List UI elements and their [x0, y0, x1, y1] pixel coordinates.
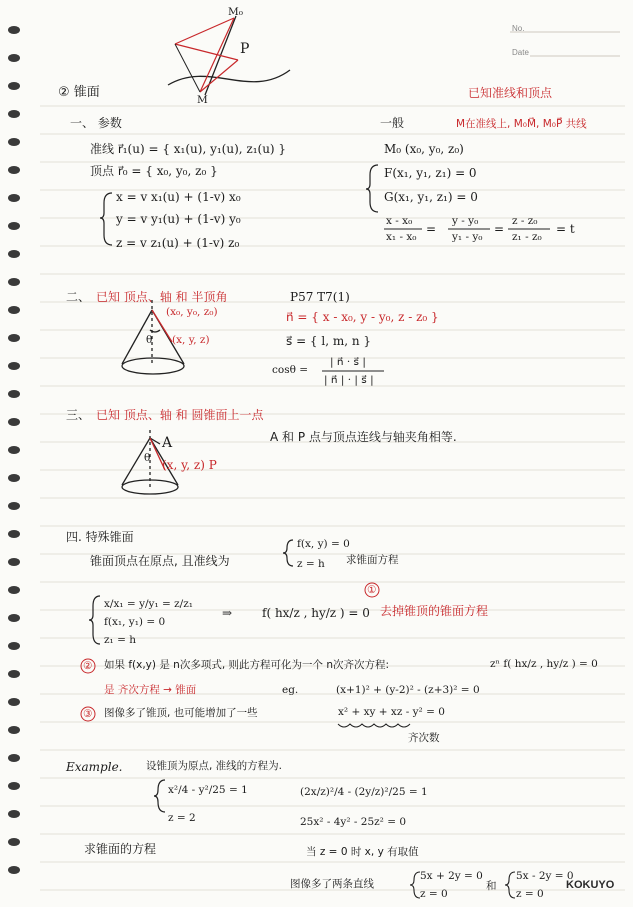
cone2-theta: θ [146, 334, 153, 346]
cone2-point-label: (x, y, z) [172, 334, 210, 346]
note-top-right: 已知准线和顶点 [468, 86, 553, 100]
general-note: M在准线上, M₀M⃗, M₀P⃗ 共线 [456, 118, 587, 130]
vertex-eq: 顶点 r⃗₀ = { x₀, y₀, z₀ } [90, 164, 218, 178]
cone-equation: f( hx/z , hy/z ) = 0 [262, 606, 370, 620]
eq-sign-2: = [494, 222, 505, 236]
eq-sign-1: = [426, 222, 437, 236]
note1-marker: ① [367, 584, 377, 596]
example-sys-1: x²/4 - y²/25 = 1 [168, 784, 248, 796]
system-ratio: x/x₁ = y/y₁ = z/z₁ [104, 598, 193, 610]
line1-eq-a: 5x + 2y = 0 [420, 870, 483, 882]
cone2-vertex-label: (x₀, y₀, z₀) [166, 306, 218, 318]
work-1: (2x/z)²/4 - (2y/z)²/25 = 1 [300, 786, 428, 798]
note2b: 是 齐次方程 → 锥面 [104, 684, 197, 696]
example-ask: 求锥面的方程 [84, 842, 157, 856]
eg2-note: 齐次数 [408, 732, 440, 744]
section1-heading: 一、 参数 [70, 116, 122, 130]
ratio-num-z: z - z₀ [512, 215, 538, 227]
homogeneous-eq: zⁿ f( hx/z , hy/z ) = 0 [490, 658, 598, 670]
implies-arrow: ⇒ [222, 606, 233, 620]
directrix-z: z = h [297, 558, 325, 570]
ratio-num-x: x - x₀ [386, 215, 413, 227]
section3-heading-num: 三、 [66, 408, 91, 422]
cos-lhs: cosθ = [272, 364, 309, 376]
vector-s: s⃗ = { l, m, n } [286, 334, 372, 348]
system-z: z₁ = h [104, 634, 136, 646]
no-label: No. [512, 24, 525, 33]
system-f: f(x₁, y₁) = 0 [104, 616, 166, 628]
eg2-equation: x² + xy + xz - y² = 0 [338, 706, 445, 718]
eg-label: eg. [282, 684, 299, 696]
section4-goal: 求锥面方程 [346, 554, 399, 566]
page-title: ② 锥面 [58, 85, 100, 100]
surface-g: G(x₁, y₁, z₁) = 0 [384, 190, 478, 204]
cone3-point-a: A [162, 435, 173, 451]
section4-condition: 锥面顶点在原点, 且准线为 [90, 554, 230, 568]
line1-eq-b: z = 0 [420, 888, 448, 900]
vertex-m0: M₀ (x₀, y₀, z₀) [384, 142, 464, 156]
cone3-theta: θ [144, 452, 151, 464]
section3-statement: A 和 P 点与顶点连线与轴夹角相等. [270, 430, 457, 444]
cos-denominator: | n⃗ | · | s⃗ | [324, 374, 374, 386]
note3-marker: ③ [83, 708, 93, 720]
param-z: z = v z₁(u) + (1-v) z₀ [116, 236, 240, 250]
and-word: 和 [486, 880, 497, 892]
ratio-num-y: y - y₀ [452, 215, 479, 227]
brand-logo: KOKUYO [566, 879, 615, 891]
note2-marker: ② [83, 660, 93, 672]
vector-n: n⃗ = { x - x₀, y - y₀, z - z₀ } [286, 310, 439, 324]
ratio-den-y: y₁ - y₀ [452, 231, 483, 243]
section2-heading-num: 二、 [66, 290, 91, 304]
line2-eq-a: 5x - 2y = 0 [516, 870, 574, 882]
section2-heading: 已知 顶点、轴 和 半顶角 [96, 290, 228, 304]
cos-numerator: | n⃗ · s⃗ | [330, 356, 366, 368]
line2-eq-b: z = 0 [516, 888, 544, 900]
directrix-eq: 准线 r⃗₁(u) = { x₁(u), y₁(u), z₁(u) } [90, 142, 287, 156]
cone3-point-p: (x, y, z) P [162, 458, 217, 472]
cone-sketch-top [168, 16, 290, 95]
ratio-t: = t [556, 222, 575, 236]
section3-heading: 已知 顶点、轴 和 圆锥面上一点 [96, 408, 264, 422]
param-y: y = v y₁(u) + (1-v) y₀ [116, 212, 241, 226]
point-p-label: P [240, 41, 250, 57]
section2-ref: P57 T7(1) [290, 290, 350, 304]
work-3: 当 z = 0 时 x, y 有取值 [306, 846, 419, 858]
work-4: 图像多了两条直线 [290, 878, 374, 890]
note3: 图像多了锥顶, 也可能增加了一些 [104, 707, 258, 719]
point-m-label: M [197, 94, 208, 106]
example-label: Example. [66, 760, 123, 774]
point-m0-label: M₀ [228, 6, 243, 18]
example-sys-2: z = 2 [168, 812, 196, 824]
date-label: Date [512, 48, 529, 57]
ratio-den-z: z₁ - z₀ [512, 231, 542, 243]
section4-heading: 四. 特殊锥面 [66, 530, 134, 544]
directrix-f: f(x, y) = 0 [297, 538, 350, 550]
param-x: x = v x₁(u) + (1-v) x₀ [116, 190, 241, 204]
work-2: 25x² - 4y² - 25z² = 0 [300, 816, 407, 828]
example-text: 设锥顶为原点, 准线的方程为. [146, 760, 283, 772]
ratio-den-x: x₁ - x₀ [386, 231, 417, 243]
note2: 如果 f(x,y) 是 n次多项式, 则此方程可化为一个 n次齐次方程: [104, 659, 390, 671]
note1: 去掉锥顶的锥面方程 [380, 604, 489, 618]
general-heading: 一般 [380, 116, 405, 130]
eg-equation: (x+1)² + (y-2)² - (z+3)² = 0 [336, 684, 480, 696]
surface-f: F(x₁, y₁, z₁) = 0 [384, 166, 477, 180]
